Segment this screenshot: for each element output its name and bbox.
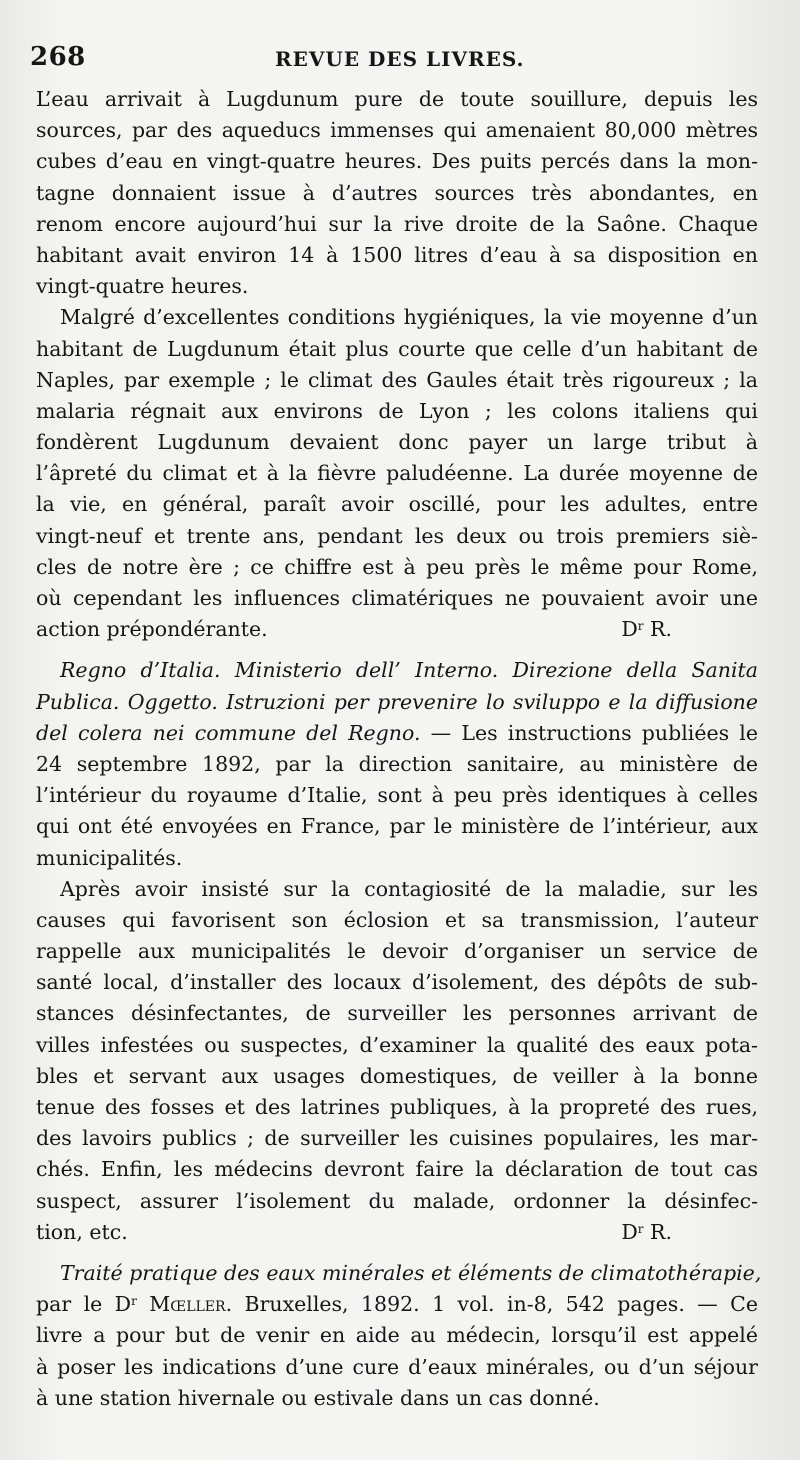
text-line: tagne donnaient issue à d’autres sources très abondantes, en [36,180,758,205]
text-line: livre a pour but de venir en aide au médecin, lorsqu’il est appelé [36,1323,758,1348]
text-line: l’âpreté du climat et à la fièvre paludéenne. La durée moyenne de [36,461,758,486]
text-line: vingt-quatre heures. [36,274,249,299]
review-mineral-waters [36,1258,762,1414]
text-line: renom encore aujourd’hui sur la rive droite de la Saône. Chaque [36,211,758,236]
page-body [36,84,762,1414]
text-line [36,614,758,645]
text-line: causes qui favorisent son éclosion et sa transmission, l’auteur [36,907,758,932]
author-sup: r [131,1294,137,1309]
text-line: à poser les indications d’une cure d’eaux minérales, ou d’un séjour [36,1354,758,1379]
text-line: rappelle aux municipalités le devoir d’organiser un service de [36,939,758,964]
author-signature [621,1217,672,1248]
signature-prefix: D [621,617,638,642]
signature-initial: R. [643,617,672,642]
review-title: Regno d’Italia. Ministerio dell’ Interno. Direzione della Sanita [60,658,758,683]
text-line: municipalités. [36,845,183,870]
signature-initial: R. [643,1219,672,1244]
author-name: Mœller [136,1292,226,1317]
signature-sup: r [637,619,644,634]
text-line: fondèrent Lugdunum devaient donc payer un large tribut à [36,430,758,455]
text-line [36,687,758,718]
text-line [36,655,758,686]
text-segment: . Bruxelles, 1892. 1 vol. in-8, 542 pages. — Ce [225,1292,758,1317]
review-title: Traité pratique des eaux minérales et éléments de climatothérapie, [60,1260,762,1285]
text-line: vingt-neuf et trente ans, pendant les deux ou trois premiers siè- [36,523,758,548]
text-line: villes infestées ou suspectes, d’examiner la qualité des eaux pota- [36,1032,758,1057]
paragraph-gap [36,645,758,655]
text-line: habitant avait environ 14 à 1500 litres d’eau à sa disposition en [36,242,758,267]
text-line: santé local, d’installer des locaux d’isolement, des dépôts de sub- [36,970,758,995]
text-line: Après avoir insisté sur la contagiosité de la maladie, sur les [60,876,758,901]
text-line: des lavoirs publics ; de surveiller les cuisines populaires, les mar- [36,1126,758,1151]
text-segment: par le D [36,1292,132,1317]
text-line [36,1258,762,1289]
text-line: sources, par des aqueducs immenses qui amenaient 80,000 mètres [36,118,758,143]
paragraph-aqueducts [36,84,758,302]
text-line: bles et servant aux usages domestiques, de veiller à la bonne [36,1063,758,1088]
signature-prefix: D [621,1219,638,1244]
author-signature [621,614,672,645]
text-line: Naples, par exemple ; le climat des Gaules était très rigoureux ; la [36,367,758,392]
page-header [30,42,770,76]
text-segment: action prépondérante. [36,617,268,642]
text-line: 24 septembre 1892, par la direction sanitaire, au ministère de [36,751,758,776]
text-line: tenue des fosses et des latrines publiques, à la propreté des rues, [36,1095,758,1119]
running-title: REVUE DES LIVRES. [275,47,525,71]
text-line [36,1217,758,1248]
text-line: cubes d’eau en vingt-quatre heures. Des puits percés dans la mon- [36,149,758,174]
text-line [36,718,758,749]
review-title: Publica. Oggetto. Istruzioni per prevenire lo sviluppo e la diffusione [36,689,758,714]
text-line: qui ont été envoyées en France, par le ministère de l’intérieur, aux [36,814,758,839]
review-italian-cholera [36,655,758,873]
text-line: cles de notre ère ; ce chiffre est à peu près le même pour Rome, [36,554,758,579]
text-line: à une station hivernale ou estivale dans un cas donné. [36,1385,600,1410]
text-line: la vie, en général, paraît avoir oscillé, pour les adultes, entre [36,492,758,517]
text-segment: tion, etc. [36,1219,128,1244]
text-line: Malgré d’excellentes conditions hygiéniques, la vie moyenne d’un [60,305,758,330]
text-line: chés. Enfin, les médecins devront faire la déclaration de tout cas [36,1157,758,1182]
text-line [36,1289,758,1320]
paragraph-municipal-measures [36,874,758,1248]
page-number: 268 [30,42,86,72]
text-line: habitant de Lugdunum était plus courte que celle d’un habitant de [36,336,758,361]
text-line: où cependant les influences climatériques ne pouvaient avoir une [36,586,758,610]
signature-sup: r [637,1221,644,1236]
review-title: del colera nei commune del Regno. [36,720,421,745]
text-segment: — Les instructions publiées le [420,720,758,745]
text-line: L’eau arrivait à Lugdunum pure de toute souillure, depuis les [36,87,758,111]
text-line: malaria régnait aux environs de Lyon ; les colons italiens qui [36,398,758,423]
text-line: stances désinfectantes, de surveiller les personnes arrivant de [36,1001,758,1026]
text-line: suspect, assurer l’isolement du malade, ordonner la désinfec- [36,1188,758,1213]
paragraph-gap [36,1248,758,1258]
text-line: l’intérieur du royaume d’Italie, sont à peu près identiques à celles [36,783,758,808]
paragraph-life-expectancy [36,302,758,645]
